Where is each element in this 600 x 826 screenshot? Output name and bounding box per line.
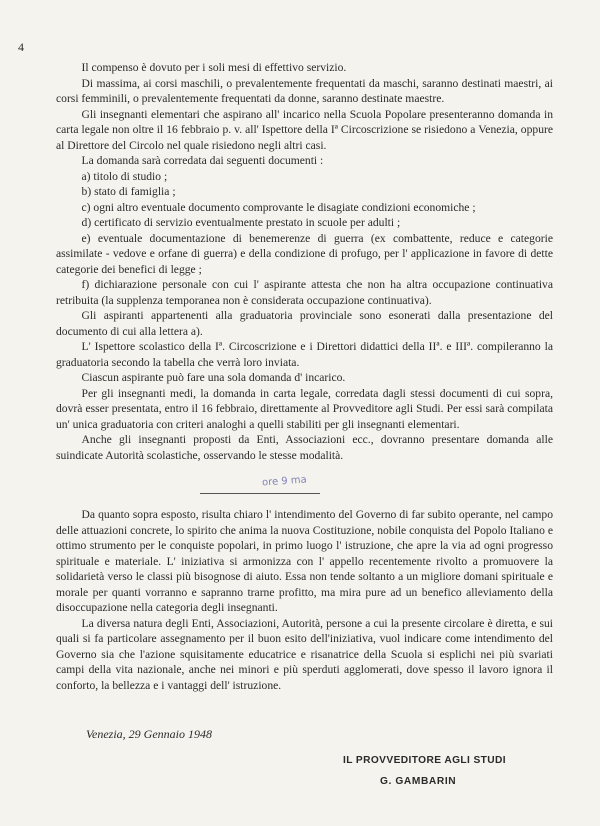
paragraph: Ciascun aspirante può fare una sola domanda d' incarico. bbox=[81, 371, 346, 384]
paragraph: d) certificato di servizio eventualmente prestato in scuole per adulti ; bbox=[81, 216, 401, 229]
paragraph: c) ogni altro eventuale documento comprovante le disagiate condizioni economiche ; bbox=[81, 200, 476, 214]
signature-name: G. GAMBARIN bbox=[380, 776, 457, 787]
body-section-1 bbox=[56, 60, 553, 463]
paragraph: f) dichiarazione personale con cui l' aspirante attesta che non ha altra occupazione continuativa retribuita (la supplenza temporanea non è considerata occupazione continuativa). bbox=[56, 278, 553, 307]
signature-title: IL PROVVEDITORE AGLI STUDI bbox=[343, 755, 507, 766]
paragraph: Da quanto sopra esposto, risulta chiaro l' intendimento del Governo di far subito operante, nel campo delle attuazioni concrete, lo spirito che anima la nuova Costituzione, nobile conquista del Popolo Italiano e ottimo strumento per le conquiste popolari, in primo luogo l' istruzione, che apre la via ad ogni progresso spirituale e materiale. L' iniziativa si armonizza con l' appello recentemente rivolto a promuovere la solidarietà verso le classi più bisognose di aiuto. Essa non tende soltanto a un migliore domani spirituale e morale per quanti vorranno e sapranno trarne profitto, ma mira pure ad un benefico alleviamento della disoccupazione nella categoria degli insegnanti. bbox=[56, 508, 553, 614]
handwritten-note: ore 9 ma bbox=[261, 474, 308, 489]
page-number: 4 bbox=[18, 40, 24, 54]
paragraph: e) eventuale documentazione di benemerenze di guerra (ex combattente, reduce e categorie assimilate - vedove e orfane di guerra) e della condizione di profugo, per l' applicazione in favore di dette categorie dei benefici di legge ; bbox=[56, 231, 553, 276]
place-date: Venezia, 29 Gennaio 1948 bbox=[86, 727, 212, 741]
separator-line bbox=[200, 493, 320, 494]
paragraph: b) stato di famiglia ; bbox=[81, 185, 176, 198]
paragraph: Per gli insegnanti medi, la domanda in carta legale, corredata dagli stessi documenti di cui sopra, dovrà esser presentata, entro il 16 febbraio, direttamente al Provveditore agli Studi. Per essi sarà compilata un' unica graduatoria con criteri analoghi a quelli stabiliti per gli insegnanti elementari. bbox=[56, 386, 553, 431]
paragraph: a) titolo di studio ; bbox=[81, 169, 168, 183]
paragraph: La diversa natura degli Enti, Associazioni, Autorità, persone a cui la presente circolare è diretta, e sui quali si fa particolare assegnamento per il buon esito dell'iniziativa, vuol indicare come intendimento del Governo sia che l'azione squisitamente educatrice e risanatrice della Scuola si esplichi nei più svariati campi della vita nazionale, anche nei minori e più sperduti agglomerati, dove spesso il lavoro ignora il conforto, la bellezza e i vantaggi dell' istruzione. bbox=[56, 616, 553, 692]
paragraph: Gli aspiranti appartenenti alla graduatoria provinciale sono esonerati dalla presentazione del documento di cui alla lettera a). bbox=[56, 309, 553, 338]
body-section-2 bbox=[56, 507, 553, 693]
paragraph: Il compenso è dovuto per i soli mesi di effettivo servizio. bbox=[81, 61, 347, 74]
paragraph: Gli insegnanti elementari che aspirano all' incarico nella Scuola Popolare presenteranno domanda in carta legale non oltre il 16 febbraio p. v. all' Ispettore della Iª Circoscrizione se risiedono a Venezia, oppure al Direttore del Circolo nel quale risiedono negli altri casi. bbox=[56, 107, 553, 152]
paragraph: Di massima, ai corsi maschili, o prevalentemente frequentati da maschi, saranno destinati maestri, ai corsi femminili, o prevalentemente frequentati da donne, saranno destinate maestre. bbox=[56, 76, 553, 105]
paragraph: Anche gli insegnanti proposti da Enti, Associazioni ecc., dovranno presentare domanda alle suindicate Autorità scolastiche, osservando le stesse modalità. bbox=[56, 433, 553, 462]
paragraph: L' Ispettore scolastico della Iª. Circoscrizione e i Direttori didattici della IIª. e IIIª. compileranno la graduatoria secondo la tabella che verrà loro inviata. bbox=[56, 340, 553, 369]
paragraph: La domanda sarà corredata dai seguenti documenti : bbox=[81, 154, 324, 167]
